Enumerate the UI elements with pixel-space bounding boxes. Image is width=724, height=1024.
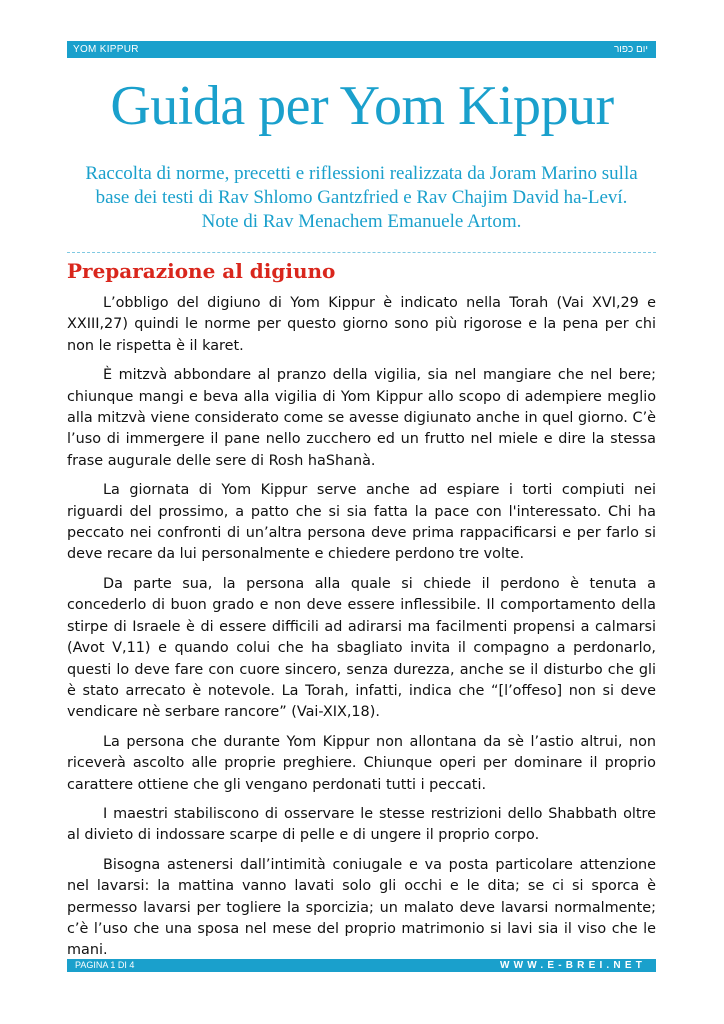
paragraph: I maestri stabiliscono di osservare le stesse restrizioni dello Shabbath oltre al divieto di indossare scarpe di pelle e di ungere il proprio corpo. bbox=[67, 805, 656, 844]
subtitle bbox=[67, 162, 656, 234]
header-bar bbox=[67, 41, 656, 58]
paragraph: La persona che durante Yom Kippur non allontana da sè l’astio altrui, non riceverà ascolto alle proprie preghiere. Chiunque operi per dominare il proprio carattere ottiene che gli vengano perdonati tutti i peccati. bbox=[67, 733, 656, 793]
footer-bar bbox=[67, 959, 656, 972]
subtitle-line: base dei testi di Rav Shlomo Gantzfried e Rav Chajim David ha-Leví. bbox=[95, 187, 628, 208]
page-number: PAGINA 1 DI 4 bbox=[75, 960, 135, 970]
subtitle-line: Note di Rav Menachem Emanuele Artom. bbox=[201, 211, 522, 232]
header-left-label: YOM KIPPUR bbox=[73, 44, 139, 55]
header-right-label: יום כפור bbox=[613, 44, 648, 55]
paragraph: Bisogna astenersi dall’intimità coniugale e va posta particolare attenzione nel lavarsi: la mattina vanno lavati solo gli occhi e le dita; se ci si sporca è permesso lavarsi per togliere la sporcizia; un malato deve lavarsi normalmente; c’è l’uso che una sposa nel mese del proprio matrimonio si lavi sia il viso che le mani. bbox=[67, 856, 656, 959]
page-title: Guida per Yom Kippur bbox=[110, 75, 614, 137]
paragraph: L’obbligo del digiuno di Yom Kippur è indicato nella Torah (Vai XVI,29 e XXIII,27) quindi le norme per questo giorno sono più rigorose e la pena per chi non le rispetta è il karet. bbox=[67, 295, 656, 354]
subtitle-line: Raccolta di norme, precetti e riflessioni realizzata da Joram Marino sulla bbox=[85, 163, 638, 184]
paragraph: La giornata di Yom Kippur serve anche ad espiare i torti compiuti nei riguardi del prossimo, a patto che si sia fatta la pace con l'interessato. Chi ha peccato nei confronti di un’altra persona deve prima rappacificarsi e per farlo si deve recare da lui personalmente e chiedere perdono tre volte. bbox=[67, 482, 656, 563]
divider bbox=[67, 252, 656, 253]
site-url: WWW.E-BREI.NET bbox=[499, 960, 646, 971]
paragraph: Da parte sua, la persona alla quale si chiede il perdono è tenuta a concederlo di buon grado e non deve essere inflessibile. Il comportamento della stirpe di Israele è di essere difficili ad adirarsi ma facilmenti propensi a calmarsi (Avot V,11) e quando colui che ha sbagliato invita il compagno a perdonarlo, questi lo deve fare con cuore sincero, senza durezza, anche se il disturbo che gli è stato arrecato è notevole. La Torah, infatti, indica che “[l’offeso] non si deve vendicare nè serbare rancore” (Vai-XIX,18). bbox=[67, 575, 656, 721]
paragraph: È mitzvà abbondare al pranzo della vigilia, sia nel mangiare che nel bere; chiunque mangi e beva alla vigilia di Yom Kippur allo scopo di adempiere meglio alla mitzvà viene considerato come se avesse digiunato anche in quel giorno. C’è l’uso di immergere il pane nello zucchero ed un frutto nel miele e dire la stessa frase augurale delle sere di Rosh haShanà. bbox=[67, 367, 656, 469]
body-text bbox=[67, 293, 656, 970]
section-heading: Preparazione al digiuno bbox=[67, 259, 336, 283]
